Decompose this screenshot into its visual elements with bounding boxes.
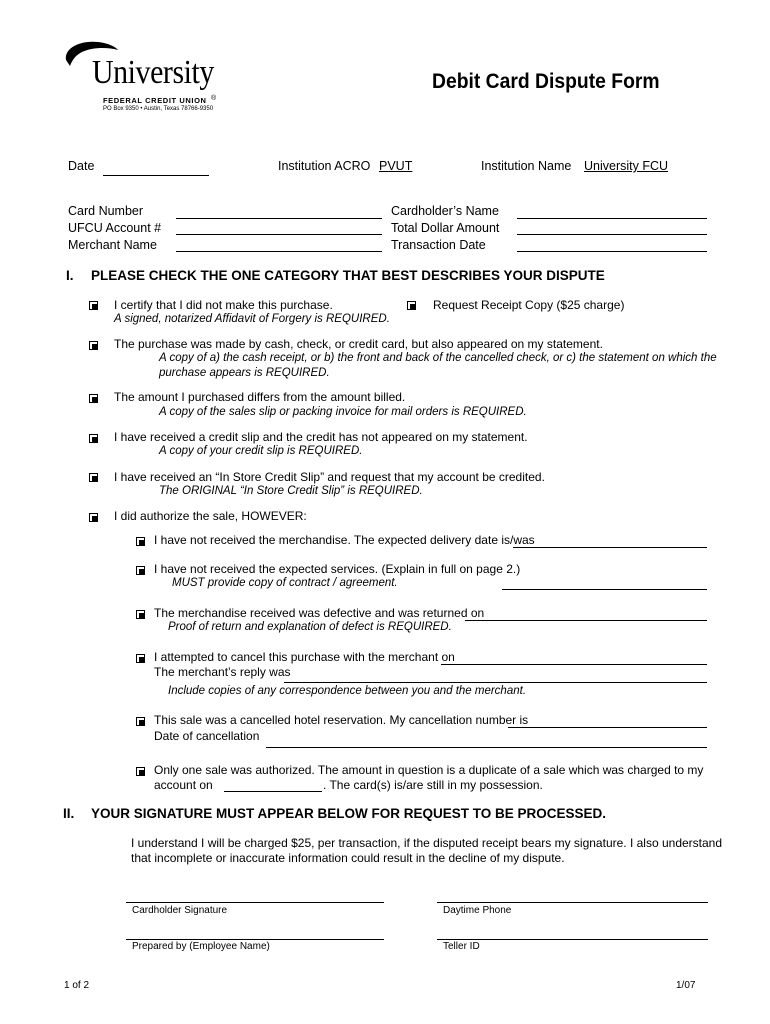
checkbox-in-store-credit[interactable] xyxy=(89,473,98,482)
option-merchandise-not-received: I have not received the merchandise. The expected delivery date is/was xyxy=(154,533,535,547)
section-2-number: II. xyxy=(63,806,75,821)
logo-registered-mark: ® xyxy=(211,95,217,102)
checkbox-services-not-received[interactable] xyxy=(136,566,145,575)
cancellation-date-field[interactable] xyxy=(266,747,707,748)
option-credit-slip-note: A copy of your credit slip is REQUIRED. xyxy=(159,445,363,457)
card-number-label: Card Number xyxy=(68,204,144,218)
teller-id-field[interactable] xyxy=(437,939,708,940)
page-number: 1 of 2 xyxy=(64,980,90,991)
checkbox-request-receipt[interactable] xyxy=(407,301,416,310)
option-request-receipt: Request Receipt Copy ($25 charge) xyxy=(433,298,625,312)
cardholder-signature-field[interactable] xyxy=(126,902,384,903)
total-amount-field[interactable] xyxy=(517,234,707,235)
teller-id-label: Teller ID xyxy=(443,941,480,952)
transaction-date-field[interactable] xyxy=(517,251,707,252)
cardholder-name-field[interactable] xyxy=(517,218,707,219)
page-title: Debit Card Dispute Form xyxy=(432,70,660,93)
checkbox-credit-slip[interactable] xyxy=(89,434,98,443)
duplicate-account-label: account on xyxy=(154,778,213,792)
merchant-label: Merchant Name xyxy=(68,238,157,252)
option-not-made-purchase-note: A signed, notarized Affidavit of Forgery is REQUIRED. xyxy=(114,313,390,325)
institution-name-value: University FCU xyxy=(584,159,669,173)
daytime-phone-label: Daytime Phone xyxy=(443,905,512,916)
option-services-not-received: I have not received the expected services. (Explain in full on page 2.) xyxy=(154,562,521,576)
services-field[interactable] xyxy=(502,589,707,590)
option-duplicate-sale: Only one sale was authorized. The amount in question is a duplicate of a sale which was charged to my xyxy=(154,763,704,777)
option-paid-otherwise-note-2: purchase appears is REQUIRED. xyxy=(159,367,330,379)
checkbox-hotel-reservation[interactable] xyxy=(136,717,145,726)
option-credit-slip: I have received a credit slip and the credit has not appeared on my statement. xyxy=(114,430,528,444)
date-label: Date xyxy=(68,159,95,173)
cancellation-number-field[interactable] xyxy=(508,727,707,728)
date-field[interactable] xyxy=(103,175,209,176)
cardholder-signature-label: Cardholder Signature xyxy=(132,905,228,916)
delivery-date-field[interactable] xyxy=(513,547,707,548)
checkbox-merchandise-not-received[interactable] xyxy=(136,537,145,546)
institution-acro-value: PVUT xyxy=(379,159,413,173)
option-not-made-purchase: I certify that I did not make this purchase. xyxy=(114,298,333,312)
merchant-field[interactable] xyxy=(176,251,382,252)
checkbox-paid-otherwise[interactable] xyxy=(89,341,98,350)
cardholder-name-label: Cardholder’s Name xyxy=(391,204,499,218)
account-label: UFCU Account # xyxy=(68,221,162,235)
section-1-heading: PLEASE CHECK THE ONE CATEGORY THAT BEST DESCRIBES YOUR DISPUTE xyxy=(91,268,605,283)
transaction-date-label: Transaction Date xyxy=(391,238,486,252)
option-paid-otherwise-note-1: A copy of a) the cash receipt, or b) the front and back of the cancelled check, or c) the statement on which the xyxy=(159,352,717,364)
option-authorized-however: I did authorize the sale, HOWEVER: xyxy=(114,509,307,523)
signature-statement-line-2: that incomplete or inaccurate information could result in the decline of my dispute. xyxy=(131,851,565,865)
logo-subtitle: FEDERAL CREDIT UNION xyxy=(103,96,207,105)
option-attempted-cancel-note: Include copies of any correspondence between you and the merchant. xyxy=(168,685,527,697)
signature-statement-line-1: I understand I will be charged $25, per transaction, if the disputed receipt bears my signature. I also understand xyxy=(131,836,723,850)
cancellation-date-label: Date of cancellation xyxy=(154,729,260,743)
daytime-phone-field[interactable] xyxy=(437,902,708,903)
option-amount-differs: The amount I purchased differs from the amount billed. xyxy=(114,390,406,404)
checkbox-duplicate-sale[interactable] xyxy=(136,767,145,776)
card-number-field[interactable] xyxy=(176,218,382,219)
checkbox-not-made-purchase[interactable] xyxy=(89,301,98,310)
logo-wordmark: University xyxy=(92,54,214,91)
institution-name-label: Institution Name xyxy=(481,159,572,173)
option-in-store-credit-note: The ORIGINAL “In Store Credit Slip” is REQUIRED. xyxy=(159,485,423,497)
option-hotel-reservation: This sale was a cancelled hotel reservation. My cancellation number is xyxy=(154,713,529,727)
institution-acro-label: Institution ACRO xyxy=(278,159,371,173)
return-date-field[interactable] xyxy=(465,620,707,621)
option-defective-returned-note: Proof of return and explanation of defect is REQUIRED. xyxy=(168,621,452,633)
logo-address: PO Box 9350 • Austin, Texas 78766-9350 xyxy=(103,106,214,112)
cancel-attempt-date-field[interactable] xyxy=(441,664,707,665)
option-paid-otherwise: The purchase was made by cash, check, or credit card, but also appeared on my statement. xyxy=(114,337,603,351)
option-amount-differs-note: A copy of the sales slip or packing invoice for mail orders is REQUIRED. xyxy=(159,406,527,418)
checkbox-defective-returned[interactable] xyxy=(136,610,145,619)
checkbox-attempted-cancel[interactable] xyxy=(136,654,145,663)
account-field[interactable] xyxy=(176,234,382,235)
option-attempted-cancel: I attempted to cancel this purchase with the merchant on xyxy=(154,650,455,664)
checkbox-amount-differs[interactable] xyxy=(89,394,98,403)
option-defective-returned: The merchandise received was defective and was returned on xyxy=(154,606,485,620)
checkbox-authorized-however[interactable] xyxy=(89,513,98,522)
option-services-not-received-note: MUST provide copy of contract / agreement. xyxy=(172,577,398,589)
merchant-reply-field[interactable] xyxy=(284,682,707,683)
duplicate-date-field[interactable] xyxy=(224,791,322,792)
merchant-reply-label: The merchant’s reply was xyxy=(154,665,291,679)
section-2-heading: YOUR SIGNATURE MUST APPEAR BELOW FOR REQUEST TO BE PROCESSED. xyxy=(91,806,607,821)
section-1-number: I. xyxy=(66,268,74,283)
duplicate-possession-text: . The card(s) is/are still in my possession. xyxy=(323,778,543,792)
prepared-by-field[interactable] xyxy=(126,939,384,940)
option-in-store-credit: I have received an “In Store Credit Slip” and request that my account be credited. xyxy=(114,470,545,484)
prepared-by-label: Prepared by (Employee Name) xyxy=(132,941,270,952)
revision-date: 1/07 xyxy=(676,980,696,991)
total-amount-label: Total Dollar Amount xyxy=(391,221,500,235)
